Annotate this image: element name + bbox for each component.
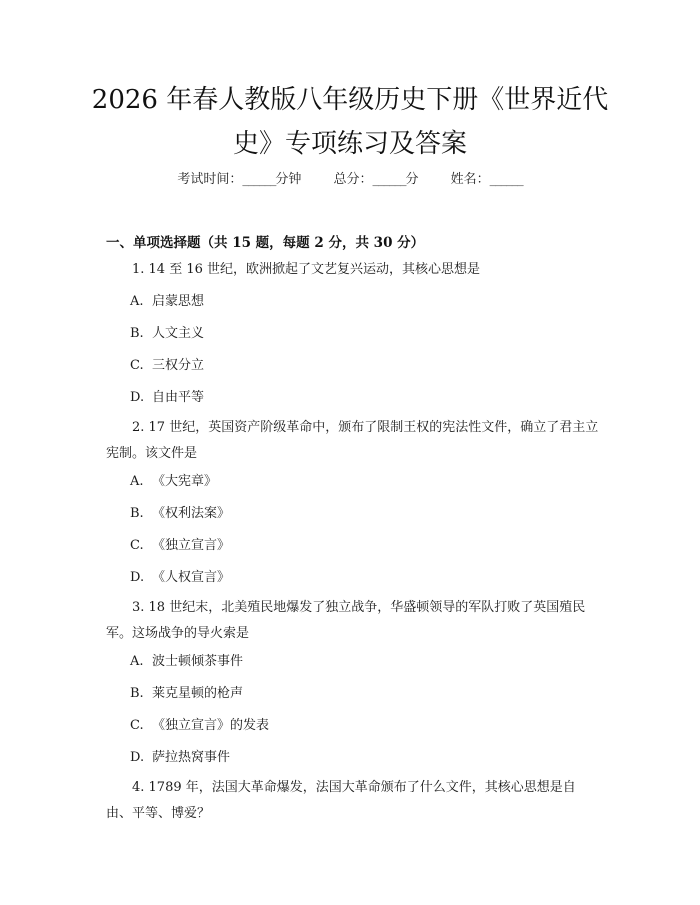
option-1a: A. 启蒙思想 [130,294,205,309]
option-3a: A. 波士顿倾茶事件 [130,654,244,669]
title-line-1: 2026 年春人教版八年级历史下册《世界近代 [91,85,609,115]
option-1b: B. 人文主义 [130,326,205,341]
document-title [70,78,630,166]
total-score-blank: ______ [372,172,406,187]
title-line-2: 史》专项练习及答案 [232,129,467,159]
exam-time-blank: ______ [242,172,276,187]
student-name-blank: ______ [489,172,523,187]
option-1d: D. 自由平等 [130,390,205,405]
exam-time: 考试时间：______分钟 [177,172,302,187]
question-4: 4. 1789 年，法国大革命爆发，法国大革命颁布了什么文件，其核心思想是自由、平等、博爱？ [106,780,576,821]
option-3c: C. 《独立宣言》的发表 [130,718,270,733]
question-1: 1. 14 至 16 世纪，欧洲掀起了文艺复兴运动，其核心思想是 [132,262,481,277]
question-3: 3. 18 世纪末，北美殖民地爆发了独立战争，华盛顿领导的军队打败了英国殖民军。这场战争的导火索是 [106,600,586,641]
exam-info [0,168,700,187]
student-name: 姓名：______ [450,172,523,187]
question-2: 2. 17 世纪，英国资产阶级革命中，颁布了限制王权的宪法性文件，确立了君主立宪制。该文件是 [106,420,599,461]
section-title: 一、单项选择题（共 15 题，每题 2 分，共 30 分） [106,235,425,251]
option-2a: A. 《大宪章》 [130,474,218,489]
option-3d: D. 萨拉热窝事件 [130,750,231,765]
total-score: 总分：______分 [333,172,419,187]
option-2d: D. 《人权宣言》 [130,570,231,585]
option-2b: B. 《权利法案》 [130,506,231,521]
option-2c: C. 《独立宣言》 [130,538,231,553]
option-1c: C. 三权分立 [130,358,205,373]
option-3b: B. 莱克星顿的枪声 [130,686,244,701]
